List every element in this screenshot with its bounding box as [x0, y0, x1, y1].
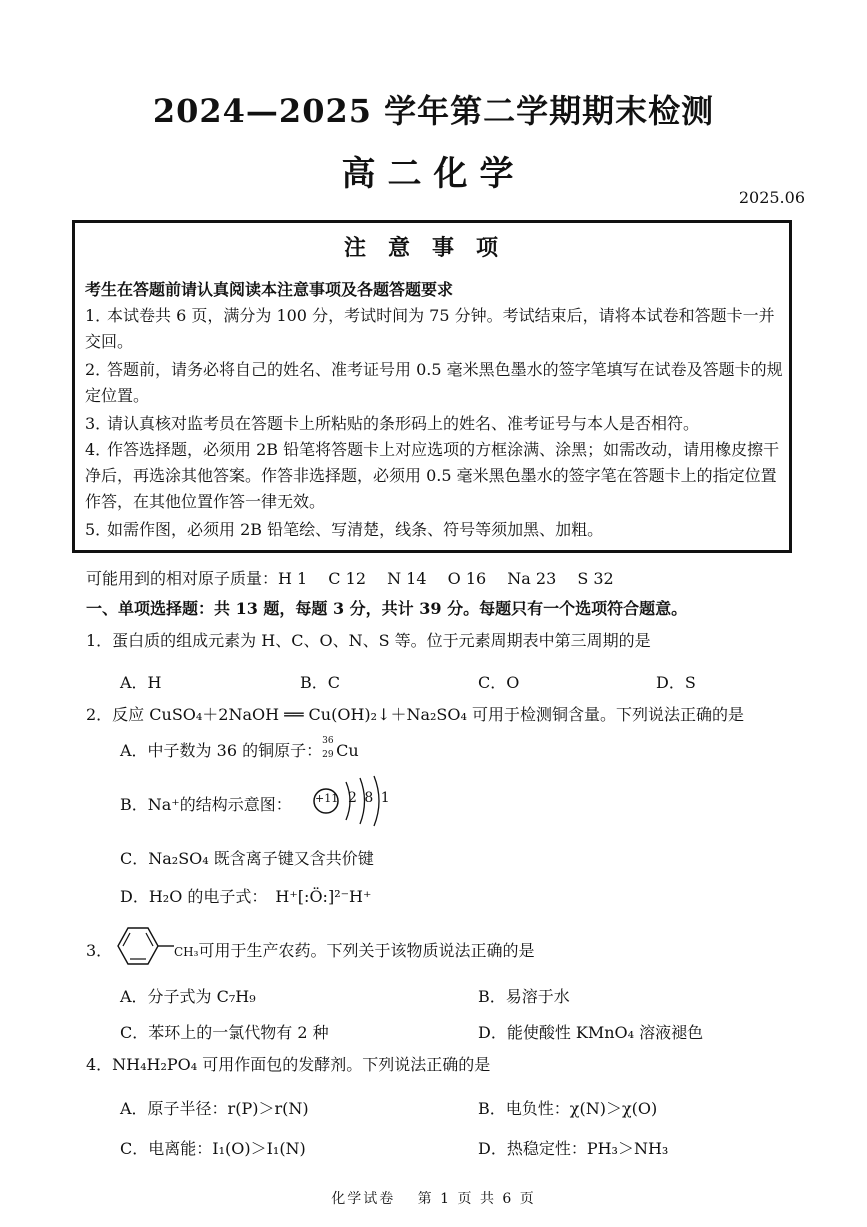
q1-option-d: D．S — [656, 673, 696, 692]
q1-option-c: C．O — [478, 673, 520, 692]
question-4-stem: 4．NH₄H₂PO₄ 可用作面包的发酵剂。下列说法正确的是 — [86, 1055, 491, 1074]
electron-formula: H⁺[:Ö:]²⁻H⁺ — [275, 887, 372, 906]
notice-item-num: 5． — [85, 520, 112, 539]
notice-item — [85, 303, 785, 355]
q4-option-c: C．电离能：I₁(O)＞I₁(N) — [120, 1139, 306, 1158]
notice-item-text: 作答选择题，必须用 2B 铅笔将答题卡上对应选项的方框涂满、涂黑；如需改动，请用橡皮擦干净后，再选涂其他答案。作答非选择题，必须用 0.5 毫米黑色墨水的签字笔在答题卡上的指定位置作答，在其他位置作答一律无效。 — [85, 440, 780, 511]
element-symbol: Cu — [336, 741, 359, 760]
section-heading: 一、单项选择题：共 13 题，每题 3 分，共计 39 分。每题只有一个选项符合题意。 — [86, 599, 688, 618]
q2-option-b-text: B．Na⁺的结构示意图： — [120, 795, 292, 814]
q2-option-d — [120, 884, 371, 907]
notice-item — [85, 437, 785, 515]
exam-title: 2024—2025 学年第二学期期末检测 — [152, 92, 715, 130]
notice-title: 注意事项 — [343, 235, 520, 261]
notice-item-num: 2． — [85, 360, 112, 379]
na-ion-structure-diagram — [310, 772, 390, 834]
q4-option-a: A．原子半径：r(P)＞r(N) — [120, 1099, 309, 1118]
toluene-structure — [112, 922, 174, 974]
q2-option-b — [120, 792, 292, 815]
q4-option-d: D．热稳定性：PH₃＞NH₃ — [478, 1139, 669, 1158]
q2-option-d-text: D．H₂O 的电子式： — [120, 887, 268, 906]
electron-shells: 2 8 1 — [348, 790, 390, 806]
question-1-stem: 1．蛋白质的组成元素为 H、C、O、N、S 等。位于元素周期表中第三周期的是 — [86, 631, 651, 650]
exam-date: 2025.06 — [738, 188, 805, 207]
notice-item — [85, 517, 785, 543]
q2-option-c: C．Na₂SO₄ 既含离子键又含共价键 — [120, 849, 374, 868]
notice-box — [72, 220, 792, 553]
exam-subtitle: 高二化学 — [341, 154, 526, 194]
notice-item-text: 如需作图，必须用 2B 铅笔绘、写清楚，线条、符号等须加黑、加粗。 — [107, 520, 604, 539]
mass-number: 36 — [322, 735, 334, 746]
q3-option-b: B．易溶于水 — [478, 987, 570, 1006]
q2-option-a-text: A．中子数为 36 的铜原子： — [120, 741, 323, 760]
question-2-stem: 2．反应 CuSO₄＋2NaOH ══ Cu(OH)₂↓＋Na₂SO₄ 可用于检测铜含量。下列说法正确的是 — [86, 705, 744, 724]
notice-item-num: 4． — [85, 440, 112, 459]
question-3-stem — [174, 938, 534, 961]
notice-item-text: 答题前，请务必将自己的姓名、准考证号用 0.5 毫米黑色墨水的签字笔填写在试卷及答题卡的规定位置。 — [85, 360, 783, 405]
nucleus-charge: +11 — [315, 792, 339, 805]
notice-item-num: 3． — [85, 414, 112, 433]
q3-option-a: A．分子式为 C₇H₉ — [120, 987, 256, 1006]
q2-option-a — [120, 735, 359, 762]
atomic-number: 29 — [322, 749, 334, 760]
methyl-group: CH₃ — [174, 945, 199, 959]
question-3-num: 3． — [86, 941, 113, 960]
q3-option-c: C．苯环上的一氯代物有 2 种 — [120, 1023, 329, 1042]
question-3-stem-text: 可用于生产农药。下列关于该物质说法正确的是 — [198, 941, 535, 960]
q4-option-b: B．电负性：χ(N)＞χ(O) — [478, 1099, 658, 1118]
notice-item-text: 本试卷共 6 页，满分为 100 分，考试时间为 75 分钟。考试结束后，请将本试卷和答题卡一并交回。 — [85, 306, 775, 351]
notice-item — [85, 411, 785, 437]
page-footer: 化学试卷 第 1 页 共 6 页 — [331, 1191, 536, 1207]
q3-option-d: D．能使酸性 KMnO₄ 溶液褪色 — [478, 1023, 704, 1042]
notice-intro: 考生在答题前请认真阅读本注意事项及各题答题要求 — [85, 280, 454, 299]
notice-item-text: 请认真核对监考员在答题卡上所粘贴的条形码上的姓名、准考证号与本人是否相符。 — [107, 414, 700, 433]
atomic-masses: 可能用到的相对原子质量：H 1 C 12 N 14 O 16 Na 23 S 32 — [86, 569, 614, 588]
q1-option-a: A．H — [120, 673, 162, 692]
nuclide-notation — [322, 735, 336, 762]
notice-item-num: 1． — [85, 306, 112, 325]
q1-option-b: B．C — [300, 673, 341, 692]
notice-item — [85, 357, 785, 409]
